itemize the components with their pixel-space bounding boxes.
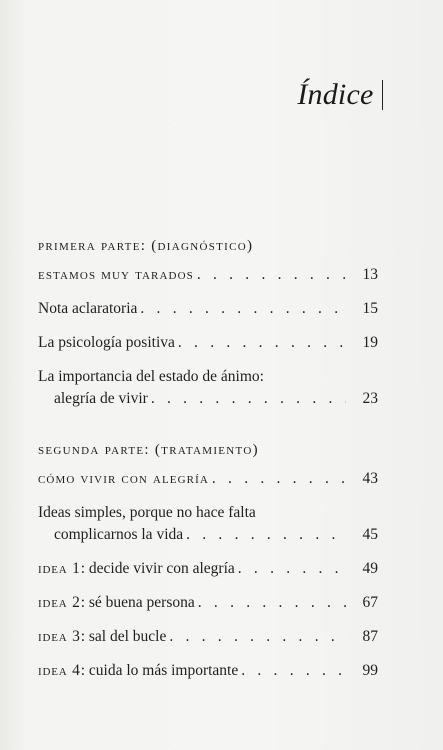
idea-prefix: idea 4 [38, 662, 81, 679]
toc-entry-continuation [38, 388, 378, 410]
toc-entry-continuation [38, 524, 378, 546]
leader-dots [186, 524, 346, 546]
text-cursor [382, 80, 384, 110]
page-title-area [297, 78, 383, 112]
toc-entry-importancia-estado-animo[interactable] [38, 366, 378, 410]
leader-dots [178, 332, 346, 354]
toc-entry-label: alegría de vivir [54, 390, 148, 407]
leader-dots [197, 264, 346, 286]
toc-entry-label [38, 660, 238, 682]
toc-entry-como-vivir-con-alegria[interactable] [38, 468, 378, 490]
idea-prefix: idea 2 [38, 594, 81, 611]
part-heading-primera: primera parte: (diagnóstico) [38, 238, 254, 254]
toc-entry-page: 99 [362, 662, 378, 679]
leader-dots [241, 660, 346, 682]
idea-title: : cuida lo más importante [80, 662, 239, 679]
idea-title: : sal del bucle [80, 628, 167, 645]
toc-entry-label: La psicología positiva [38, 334, 175, 351]
toc-entry-label: cómo vivir con alegría [38, 470, 209, 487]
toc-entry-label: complicarnos la vida [54, 526, 184, 543]
leader-dots [140, 298, 346, 320]
toc-entry-page: 13 [362, 266, 378, 283]
leader-dots [238, 558, 346, 580]
page-title: Índice [297, 78, 374, 111]
toc-entry-page: 87 [362, 628, 378, 645]
toc-entry-label [38, 558, 235, 580]
part-heading-segunda: segunda parte: (tratamiento) [38, 442, 259, 458]
toc-entry-label [38, 592, 195, 614]
toc-entry-idea-2[interactable] [38, 592, 378, 614]
leader-dots [198, 592, 346, 614]
toc-entry-page: 19 [362, 334, 378, 351]
toc-entry-idea-4[interactable] [38, 660, 378, 682]
toc-entry-idea-3[interactable] [38, 626, 378, 648]
toc-entry-page: 45 [362, 526, 378, 543]
idea-prefix: idea 1 [38, 560, 81, 577]
toc-entry-page: 15 [362, 300, 378, 317]
leader-dots [212, 468, 346, 490]
toc-entry-ideas-simples[interactable] [38, 502, 378, 546]
toc-entry-first-line: La importancia del estado de ánimo: [38, 368, 264, 385]
toc-entry-label: estamos muy tarados [38, 266, 194, 283]
toc-entry-page: 49 [362, 560, 378, 577]
idea-title: : decide vivir con alegría [80, 560, 235, 577]
toc-entry-first-line: Ideas simples, porque no hace falta [38, 504, 256, 521]
toc-entry-page: 67 [362, 594, 378, 611]
table-of-contents [38, 236, 378, 682]
toc-entry-psicologia-positiva[interactable] [38, 332, 378, 354]
toc-entry-nota-aclaratoria[interactable] [38, 298, 378, 320]
idea-title: : sé buena persona [80, 594, 195, 611]
toc-entry-page: 43 [362, 470, 378, 487]
leader-dots [169, 626, 346, 648]
toc-entry-label: Nota aclaratoria [38, 300, 138, 317]
toc-entry-label [38, 626, 166, 648]
toc-entry-idea-1[interactable] [38, 558, 378, 580]
leader-dots [151, 388, 346, 410]
toc-entry-page: 23 [362, 390, 378, 407]
toc-entry-estamos-muy-tarados[interactable] [38, 264, 378, 286]
idea-prefix: idea 3 [38, 628, 81, 645]
